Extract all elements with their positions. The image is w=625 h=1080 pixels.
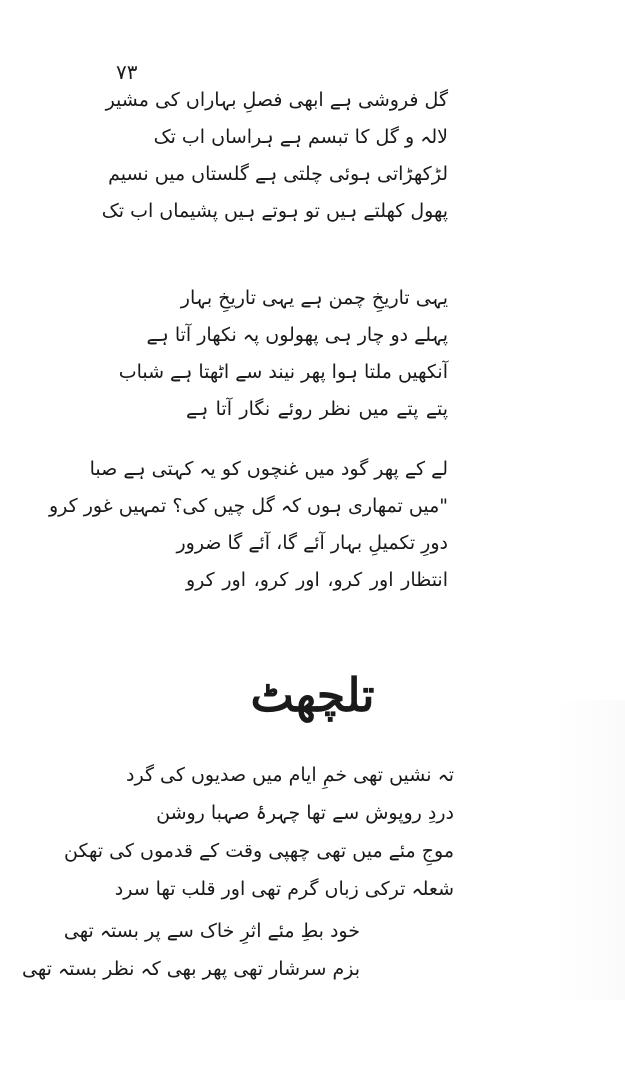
verse-line: یہی تاریخِ چمن ہے یہی تاریخِ بہار bbox=[180, 287, 448, 309]
stanza-3 bbox=[49, 451, 448, 599]
verse-line: موجِ مئے میں تھی چھپی وقت کے قدموں کی تھکن bbox=[64, 840, 454, 862]
verse-line: بزم سرشار تھی پھر بھی کہ نظر بستہ تھی bbox=[22, 958, 360, 980]
verse-line: گل فروشی ہے ابھی فصلِ بہاراں کی مشیر bbox=[105, 89, 448, 111]
poem-title: تلچھٹ bbox=[250, 668, 375, 722]
stanza-1 bbox=[101, 82, 448, 230]
page-number: ۷۳ bbox=[116, 60, 138, 84]
verse-line: انتظار اور کرو، اور کرو، اور کرو bbox=[186, 569, 448, 591]
stanza-5 bbox=[22, 912, 360, 988]
verse-line: خود بطِ مئے اثرِ خاک سے پر بستہ تھی bbox=[63, 920, 360, 942]
verse-line: دورِ تکمیلِ بہار آئے گا، آئے گا ضرور bbox=[176, 532, 448, 554]
stanza-4 bbox=[64, 756, 454, 908]
stanza-2 bbox=[118, 280, 448, 428]
verse-line: لڑکھڑاتی ہوئی چلتی ہے گلستاں میں نسیم bbox=[108, 163, 448, 185]
verse-line: آنکھیں ملتا ہوا پھر نیند سے اٹھتا ہے شباب bbox=[118, 361, 448, 383]
verse-line: "میں تمھاری ہوں کہ گل چیں کی؟ تمہیں غور کرو bbox=[49, 495, 448, 517]
verse-line: دردِ روپوش سے تھا چہرۂ صہبا روشن bbox=[156, 802, 454, 824]
page-bleed-shadow bbox=[555, 700, 625, 1000]
verse-line: لالہ و گل کا تبسم ہے ہراساں اب تک bbox=[153, 126, 448, 148]
verse-line: پتے پتے میں نظر روئے نگار آتا ہے bbox=[186, 398, 448, 420]
verse-line: شعلہ ترکی زباں گرم تھی اور قلب تھا سرد bbox=[114, 878, 454, 900]
verse-line: پھول کھلتے ہیں تو ہوتے ہیں پشیماں اب تک bbox=[101, 200, 448, 222]
verse-line: لے کے پھر گود میں غنچوں کو یہ کہتی ہے صبا bbox=[89, 458, 448, 480]
verse-line: پہلے دو چار ہی پھولوں پہ نکھار آتا ہے bbox=[146, 324, 448, 346]
verse-line: تہ نشیں تھی خمِ ایام میں صدیوں کی گرد bbox=[126, 764, 454, 786]
